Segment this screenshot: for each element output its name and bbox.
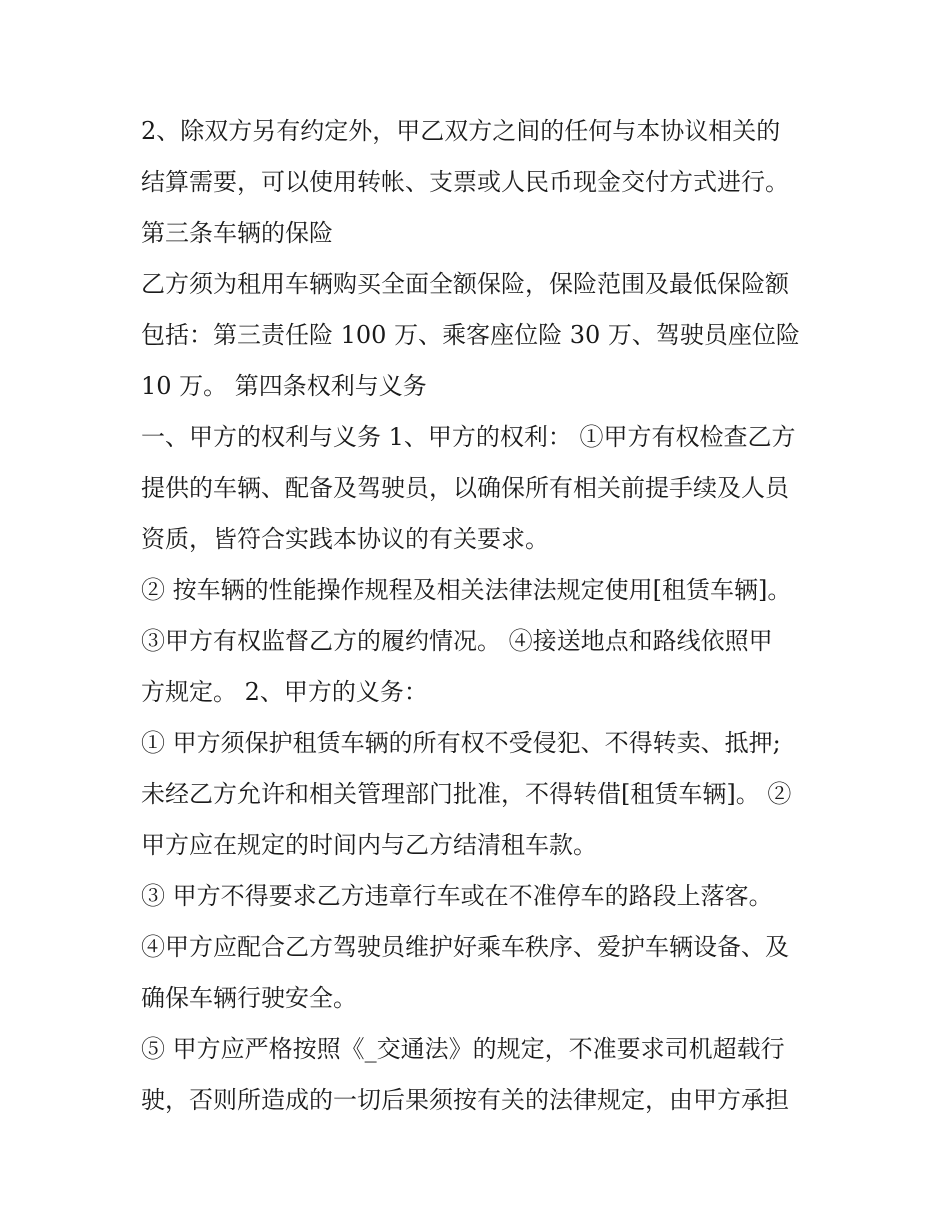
text-line: 甲方应在规定的时间内与乙方结清租车款。 bbox=[141, 831, 597, 859]
text-line: 包括：第三责任险 100 万、乘客座位险 30 万、驾驶员座位险 bbox=[141, 321, 800, 349]
text-line: ① 甲方须保护租赁车辆的所有权不受侵犯、不得转卖、抵押; bbox=[141, 729, 781, 757]
text-line: 提供的车辆、配备及驾驶员，以确保所有相关前提手续及人员 bbox=[141, 474, 789, 502]
document-body bbox=[141, 106, 831, 1126]
text-line: ③甲方有权监督乙方的履约情况。 ④接送地点和路线依照甲 bbox=[141, 627, 773, 655]
text-line: 驶，否则所造成的一切后果须按有关的法律规定，由甲方承担 bbox=[141, 1086, 789, 1114]
section-heading: 第三条车辆的保险 bbox=[141, 219, 333, 247]
text-line: 资质，皆符合实践本协议的有关要求。 bbox=[141, 525, 549, 553]
text-line: 2、除双方另有约定外，甲乙双方之间的任何与本协议相关的 bbox=[141, 117, 781, 145]
text-line: 未经乙方允许和相关管理部门批准，不得转借[租赁车辆]。 ② bbox=[141, 780, 792, 808]
text-line: ④甲方应配合乙方驾驶员维护好乘车秩序、爱护车辆设备、及 bbox=[141, 933, 789, 961]
text-line: 方规定。 2、甲方的义务： bbox=[141, 678, 428, 706]
text-line: 乙方须为租用车辆购买全面全额保险，保险范围及最低保险额 bbox=[141, 270, 789, 298]
text-line: 确保车辆行驶安全。 bbox=[141, 984, 357, 1012]
text-line: 10 万。 第四条权利与义务 bbox=[141, 372, 427, 400]
text-line: 一、甲方的权利与义务 1、甲方的权利： ①甲方有权检查乙方 bbox=[141, 423, 796, 451]
text-line: 结算需要，可以使用转帐、支票或人民币现金交付方式进行。 bbox=[141, 168, 789, 196]
text-line: ② 按车辆的性能操作规程及相关法律法规定使用[租赁车辆]。 bbox=[141, 576, 792, 604]
text-line: ⑤ 甲方应严格按照《_交通法》的规定，不准要求司机超载行 bbox=[141, 1035, 785, 1063]
text-line: ③ 甲方不得要求乙方违章行车或在不准停车的路段上落客。 bbox=[141, 882, 773, 910]
